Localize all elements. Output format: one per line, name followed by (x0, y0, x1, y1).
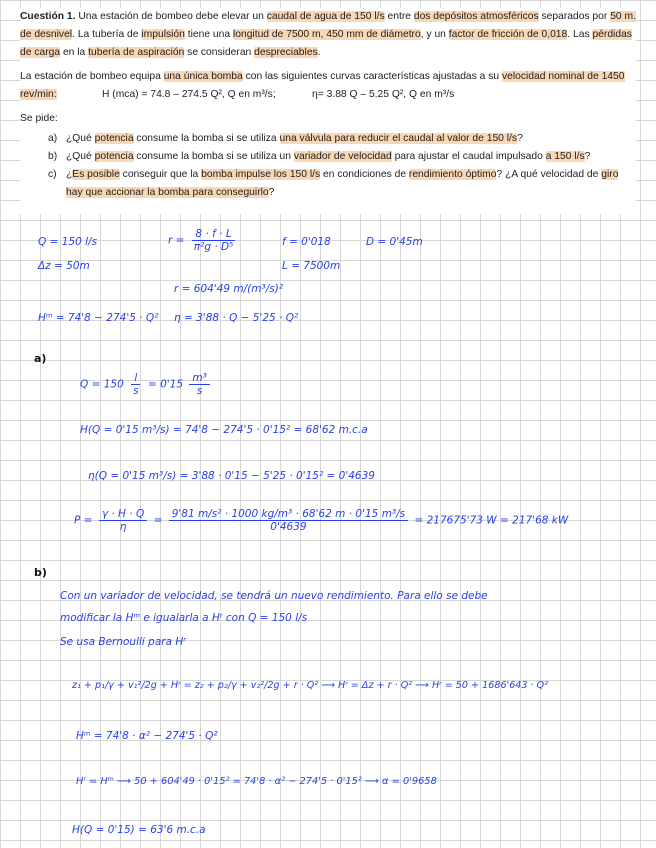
a-power-result: = 217675'73 W = 217'68 kW (414, 514, 569, 527)
highlight: bomba impulse los 150 l/s (201, 169, 321, 180)
b-scaled-pump-curve: Hᵐ = 74'8 · α² − 274'5 · Q² (76, 730, 218, 742)
highlight: dos depósitos atmosféricos (413, 11, 539, 22)
problem-statement (20, 8, 636, 214)
highlight: 50 m. de desnivel (20, 11, 636, 40)
problem-paragraph-1: Cuestión 1. Una estación de bombeo debe elevar un caudal de agua de 150 l/s entre dos depósitos atmosféricos separados por 50 m. de desnivel. La tubería de impulsión tiene una longitud de 7500 m, 450 mm de diámetro, y un factor de fricción de 0,018. Las pérdidas de carga en la tubería de aspiración se consideran despreciables. (20, 11, 636, 58)
b-bernoulli-equation: z₁ + p₁/γ + v₁²/2g + Hʳ = z₂ + p₂/γ + v₂²/2g + r · Q² ⟶ Hʳ = Δz + r · Q² ⟶ Hʳ = 50 + 1686'643 · Q² (72, 680, 549, 691)
question-title: Cuestión 1. (20, 11, 76, 22)
highlight: a 150 l/s (545, 151, 585, 162)
a-power-calc: P = $\frac{\gamma \cdot H \cdot Q}{\eta}$ = $\frac{\text{9'81 m/s² · 1000 kg/m³ · 68'62 m · 0'15 m³/s}}{0'4639}$ = 217675'73 W = 217'68 kW (74, 508, 569, 533)
question-b: b) ¿Qué potencia consume la bomba si se utiliza un variador de velocidad para ajustar el caudal impulsado a 150 l/s? (48, 151, 591, 162)
highlight: despreciables (254, 47, 318, 58)
b-explanation-line-2: modificar la Hᵐ e igualarla a Hʳ con Q = 150 l/s (60, 612, 308, 624)
head-curve-equation: H (mca) = 74.8 – 274.5 Q², Q en m³/s; (102, 89, 276, 100)
highlight: potencia (94, 151, 134, 162)
resistance-value: r = 604'49 m/(m³/s)² (174, 283, 284, 295)
section-b-label: b) (34, 566, 47, 579)
a-flow-conversion: Q = 150 $\frac{l}{s}$ = 0'15 $\frac{\text{m³}}{s}$ (80, 372, 213, 397)
highlight: velocidad nominal de 1450 rev/min: (20, 71, 625, 100)
b-explanation-line-1: Con un variador de velocidad, se tendrá un nuevo rendimiento. Para ello se debe (60, 590, 488, 602)
data-flow: Q = 150 l/s (38, 236, 98, 248)
highlight: una única bomba (163, 71, 243, 82)
a-efficiency-calc: η(Q = 0'15 m³/s) = 3'88 · 0'15 − 5'25 · 0'15² = 0'4639 (88, 470, 375, 482)
highlight: variador de velocidad (293, 151, 392, 162)
data-diameter: D = 0'45m (366, 236, 423, 248)
pump-efficiency-curve: η = 3'88 · Q − 5'25 · Q² (174, 312, 299, 324)
highlight: Es posible (72, 169, 120, 180)
highlight: una válvula para reducir el caudal al valor de 150 l/s (279, 133, 518, 144)
resistance-fraction: $\frac{8 \cdot f \cdot L}{\text{π²g · D⁵}}$ (193, 228, 234, 253)
pump-head-curve: Hᵐ = 74'8 − 274'5 · Q² (38, 312, 159, 324)
b-explanation-line-3: Se usa Bernoulli para Hʳ (60, 636, 186, 648)
highlight: longitud de 7500 m, 450 mm de diámetro (232, 29, 421, 40)
b-head-at-flow: H(Q = 0'15) = 63'6 m.c.a (72, 824, 206, 836)
se-pide: Se pide: (20, 113, 58, 124)
section-a-label: a) (34, 352, 47, 365)
problem-paragraph-2: La estación de bombeo equipa una única bomba con las siguientes curvas características ajustadas a su velocidad nominal de 1450 rev/min: H (mca) = 74.8 – 274.5 Q², Q en m³/s; η= 3.88 Q – 5.25 Q², Q en m³/s (20, 68, 636, 104)
highlight: tubería de aspiración (88, 47, 185, 58)
data-friction: f = 0'018 (282, 236, 331, 248)
highlight: impulsión (141, 29, 185, 40)
a-head-calc: H(Q = 0'15 m³/s) = 74'8 − 274'5 · 0'15² = 68'62 m.c.a (80, 424, 368, 436)
highlight: caudal de agua de 150 l/s (266, 11, 385, 22)
highlight: rendimiento óptimo (408, 169, 497, 180)
data-length: L = 7500m (282, 260, 341, 272)
highlight: giro hay que accionar la bomba para conseguirlo (66, 169, 619, 198)
question-a: a) ¿Qué potencia consume la bomba si se utiliza una válvula para reducir el caudal al valor de 150 l/s? (48, 133, 523, 144)
data-elevation: Δz = 50m (38, 260, 90, 272)
question-list (20, 130, 636, 202)
resistance-formula: r = $\frac{8 \cdot f \cdot L}{\text{π²g · D⁵}}$ (168, 228, 239, 253)
efficiency-curve-equation: η= 3.88 Q – 5.25 Q², Q en m³/s (312, 89, 455, 100)
question-c: c) ¿Es posible conseguir que la bomba impulse los 150 l/s en condiciones de rendimiento óptimo? ¿A qué velocidad de giro hay que accionar la bomba para conseguirlo? (48, 169, 619, 198)
highlight: pérdidas de carga (20, 29, 632, 58)
highlight: factor de fricción de 0,018 (448, 29, 568, 40)
highlight: potencia (94, 133, 134, 144)
b-speed-ratio-calc: Hʳ = Hᵐ ⟶ 50 + 604'49 · 0'15² = 74'8 · α² − 274'5 · 0'15² ⟶ α = 0'9658 (76, 776, 437, 787)
